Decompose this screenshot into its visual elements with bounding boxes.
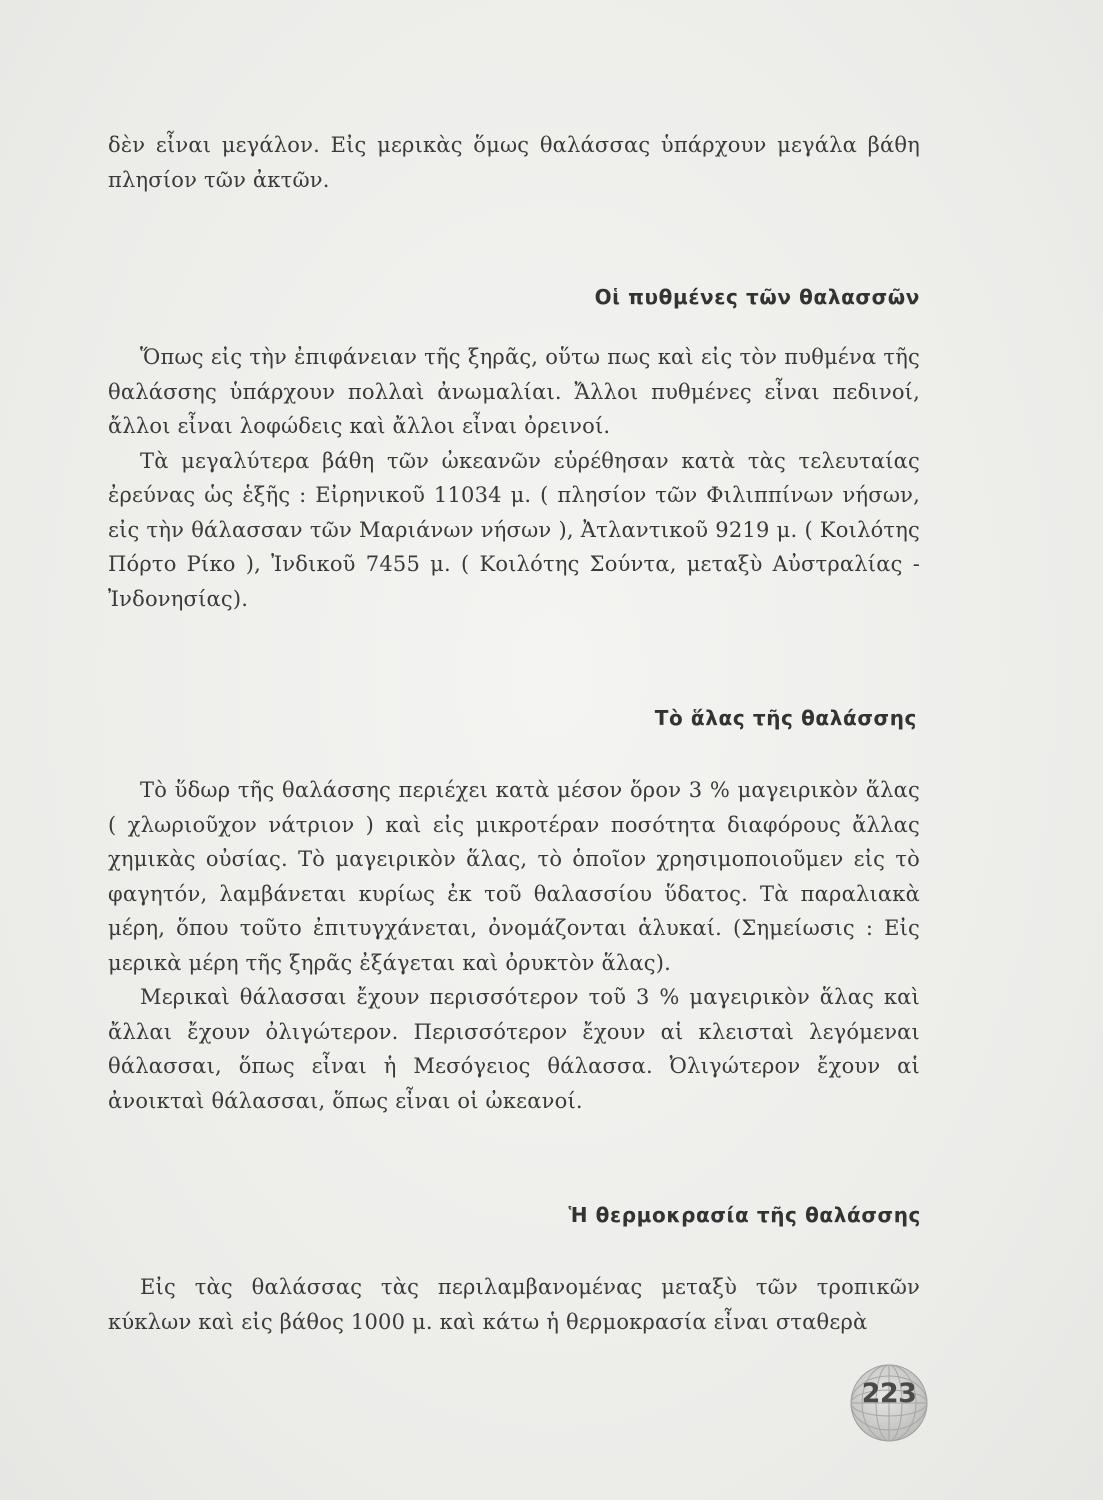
temperature-heading: Ἡ θερμοκρασία τῆς θαλάσσης (568, 1203, 921, 1227)
temperature-section-text (108, 1270, 920, 1339)
salt-heading: Τὸ ἅλας τῆς θαλάσσης (654, 706, 917, 730)
salt-paragraph-1: Τὸ ὕδωρ τῆς θαλάσσης περιέχει κατὰ μέσον ὅρον 3 % μαγειρικὸν ἅλας ( χλωριοῦχον νάτριον ) καὶ εἰς μικροτέραν ποσότητα διαφόρους ἄλλας χημικὰς οὐσίας. Τὸ μαγειρικὸν ἅλας, τὸ ὁποῖον χρησιμοποιοῦμεν εἰς τὸ φαγητόν, λαμβάνεται κυρίως ἐκ τοῦ θαλασσίου ὕδατος. Τὰ παραλιακὰ μέρη, ὅπου τοῦτο ἐπιτυγχάνεται, ὀνομάζονται ἁλυκαί. (Σημείωσις : Εἰς μερικὰ μέρη τῆς ξηρᾶς ἐξάγεται καὶ ὀρυκτὸν ἅλας). (108, 778, 920, 975)
seabeds-section-text (108, 340, 920, 616)
seabeds-paragraph-1: Ὅπως εἰς τὴν ἐπιφάνειαν τῆς ξηρᾶς, οὕτω πως καὶ εἰς τὸν πυθμένα τῆς θαλάσσης ὑπάρχουν πολλαὶ ἀνωμαλίαι. Ἄλλοι πυθμένες εἶναι πεδινοί, ἄλλοι εἶναι λοφώδεις καὶ ἄλλοι εἶναι ὀρεινοί. (108, 345, 920, 438)
intro-text (108, 128, 920, 197)
intro-paragraph: δὲν εἶναι μεγάλον. Εἰς μερικὰς ὅμως θαλάσσας ὑπάρχουν μεγάλα βάθη πλησίον τῶν ἀκτῶν. (108, 133, 920, 192)
seabeds-paragraph-2: Τὰ μεγαλύτερα βάθη τῶν ὠκεανῶν εὑρέθησαν κατὰ τὰς τελευταίας ἐρεύνας ὡς ἑξῆς : Εἰρηνικοῦ 11034 μ. ( πλησίον τῶν Φιλιππίνων νήσων, εἰς τὴν θάλασσαν τῶν Μαριάνων νήσων ), Ἀτλαντικοῦ 9219 μ. ( Κοιλότης Πόρτο Ρίκο ), Ἰνδικοῦ 7455 μ. ( Κοιλότης Σούντα, μεταξὺ Αὐστραλίας - Ἰνδονησίας). (108, 448, 920, 611)
salt-section-text (108, 773, 920, 1118)
salt-paragraph-2: Μερικαὶ θάλασσαι ἔχουν περισσότερον τοῦ 3 % μαγειρικὸν ἅλας καὶ ἄλλαι ἔχουν ὀλιγώτερον. Περισσότερον ἔχουν αἱ κλεισταὶ λεγόμεναι θάλασσαι, ὅπως εἶναι ἡ Μεσόγειος θάλασσα. Ὀλιγώτερον ἔχουν αἱ ἀνοικταὶ θάλασσαι, ὅπως εἶναι οἱ ὠκεανοί. (108, 985, 920, 1113)
page-number: 223 (861, 1378, 917, 1409)
seabeds-heading: Οἱ πυθμένες τῶν θαλασσῶν (594, 285, 920, 309)
temperature-paragraph-1: Εἰς τὰς θαλάσσας τὰς περιλαμβανομένας μεταξὺ τῶν τροπικῶν κύκλων καὶ εἰς βάθος 1000 μ. καὶ κάτω ἡ θερμοκρασία εἶναι σταθερὰ (108, 1275, 920, 1334)
